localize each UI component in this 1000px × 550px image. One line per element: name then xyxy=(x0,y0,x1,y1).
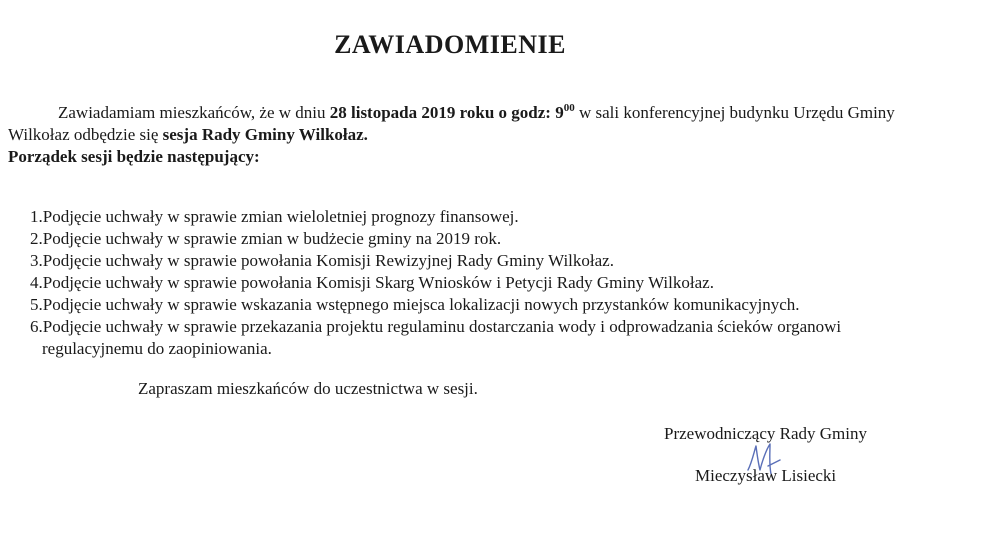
session-date: 28 listopada 2019 roku o godz: 9 xyxy=(329,103,564,122)
agenda-item xyxy=(30,316,970,360)
session-name: sesja Rady Gminy Wilkołaz. xyxy=(162,125,368,144)
session-time-minutes: 00 xyxy=(563,102,575,114)
agenda-item-number: 6. xyxy=(30,317,43,336)
agenda-item-text: Podjęcie uchwały w sprawie powołania Komisji Rewizyjnej Rady Gminy Wilkołaz. xyxy=(42,251,614,270)
agenda-header: Porządek sesji będzie następujący: xyxy=(8,147,260,166)
agenda-item-text: Podjęcie uchwały w sprawie wskazania wstępnego miejsca lokalizacji nowych przystanków komunikacyjnych. xyxy=(42,295,800,314)
intro-suffix: w sali konferencyjnej budynku Urzędu Gminy xyxy=(574,103,895,122)
invitation-text: Zapraszam mieszkańców do uczestnictwa w sesji. xyxy=(138,379,478,398)
agenda-item-text: Podjęcie uchwały w sprawie zmian w budżecie gminy na 2019 rok. xyxy=(42,229,502,248)
agenda-item-text: Podjęcie uchwały w sprawie zmian wieloletniej prognozy finansowej. xyxy=(42,207,519,226)
agenda-item-number: 1. xyxy=(30,207,43,226)
agenda-item xyxy=(30,206,970,228)
notice-intro xyxy=(8,102,983,168)
intro-line2-prefix: Wilkołaz odbędzie się xyxy=(8,125,163,144)
intro-line-2 xyxy=(8,124,983,146)
page-title: ZAWIADOMIENIE xyxy=(334,30,566,59)
agenda-list xyxy=(30,206,970,360)
signatory-name: Mieczysław Lisiecki xyxy=(695,466,837,485)
agenda-item-continuation: regulacyjnemu do zaopiniowania. xyxy=(42,339,272,358)
agenda-item-number: 2. xyxy=(30,229,43,248)
signatory-title: Przewodniczący Rady Gminy xyxy=(664,424,867,443)
agenda-item-number: 4. xyxy=(30,273,43,292)
agenda-item-number: 5. xyxy=(30,295,43,314)
agenda-item xyxy=(30,228,970,250)
agenda-item-number: 3. xyxy=(30,251,43,270)
agenda-item xyxy=(30,250,970,272)
intro-prefix: Zawiadamiam mieszkańców, że w dniu xyxy=(58,103,330,122)
intro-line-1 xyxy=(8,102,983,124)
agenda-item xyxy=(30,294,970,316)
agenda-item-text: Podjęcie uchwały w sprawie powołania Komisji Skarg Wniosków i Petycji Rady Gminy Wilkołaz. xyxy=(42,273,714,292)
agenda-item-text: Podjęcie uchwały w sprawie przekazania projektu regulaminu dostarczania wody i odprowadzania ścieków organowi xyxy=(42,317,842,336)
agenda-item xyxy=(30,272,970,294)
